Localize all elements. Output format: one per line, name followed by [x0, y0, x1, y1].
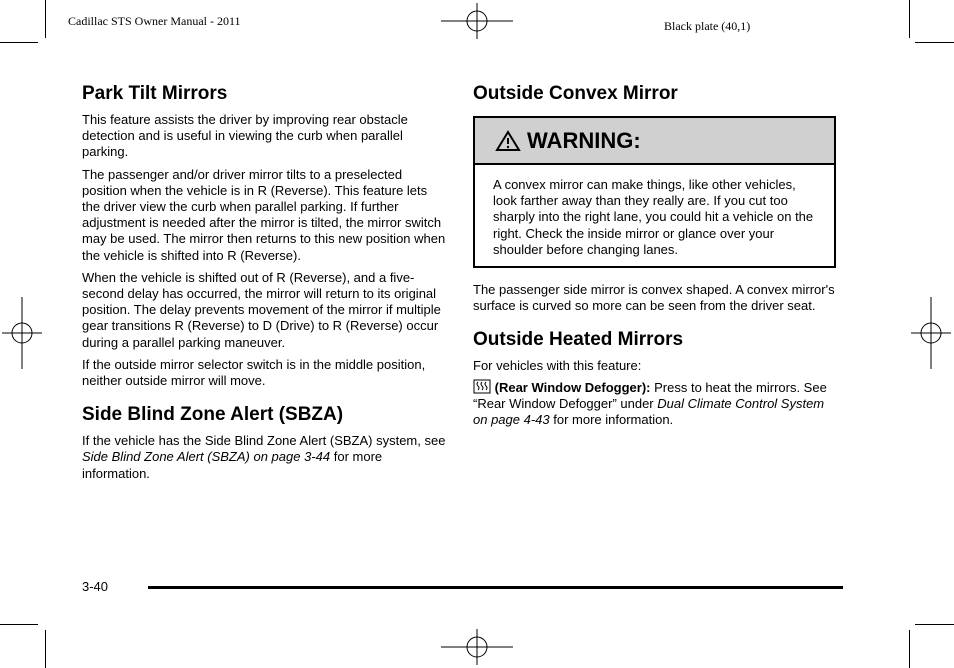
registration-mark-right — [911, 297, 951, 369]
crop-mark — [0, 624, 38, 625]
park-tilt-paragraph-3: When the vehicle is shifted out of R (Reverse), and a five-second delay has occurred, the mirror will return to its original position. The delay prevents movement of the mirror if multiple gear transitions R (Reverse) to D (Drive) to R (Reverse) occur during a parallel parking maneuver. — [82, 269, 441, 350]
warning-body — [475, 165, 834, 266]
right-column — [473, 82, 836, 434]
warning-triangle-icon — [495, 130, 521, 152]
header-plate-label: Black plate (40,1) — [664, 19, 751, 33]
warning-header — [475, 118, 834, 165]
park-tilt-heading: Park Tilt Mirrors — [82, 83, 228, 104]
heated-text: Press to heat the mirrors. See “Rear Window Defogger” under — [473, 379, 827, 411]
rear-defogger-icon — [473, 379, 491, 394]
heated-mirrors-heading: Outside Heated Mirrors — [473, 329, 684, 351]
heated-mirrors-paragraph — [473, 379, 836, 429]
registration-mark-left — [2, 297, 42, 369]
sbza-text: If the vehicle has the Side Blind Zone Alert (SBZA) system, see — [82, 433, 446, 449]
crop-mark — [909, 630, 910, 668]
sbza-heading: Side Blind Zone Alert (SBZA) — [82, 404, 344, 426]
heated-mirrors-intro: For vehicles with this feature: — [473, 358, 642, 374]
warning-box — [473, 116, 836, 268]
park-tilt-paragraph-2: The passenger and/or driver mirror tilts to a preselected position when the vehicle is in R (Reverse). This feature lets the driver view the curb when parallel parking. If further adjustment is needed after the mirror is tilted, the mirror switch may be used. The mirror then returns to this new position when the vehicle is shifted into R (Reverse). — [82, 166, 446, 263]
warning-text: A convex mirror can make things, like other vehicles, look farther away than they really are. If you cut too sharply into the right lane, you could hit a vehicle on the right. Check the inside mirror or glance over your shoulder before changing lanes. — [493, 177, 814, 257]
sbza-text-end: for more information. — [82, 449, 383, 481]
park-tilt-paragraph-4: If the outside mirror selector switch is in the middle position, neither outside mirror will move. — [82, 356, 426, 389]
crop-mark — [915, 624, 954, 625]
crop-mark — [45, 630, 46, 668]
registration-mark-top — [441, 3, 513, 39]
climate-control-page-reference-link[interactable]: Dual Climate Control System on page 4-43 — [473, 395, 825, 428]
footer-rule — [148, 586, 843, 589]
heated-text-end: for more information. — [549, 412, 674, 428]
header-manual-title: Cadillac STS Owner Manual - 2011 — [68, 14, 241, 28]
crop-mark — [0, 42, 38, 43]
crop-mark — [909, 0, 910, 38]
crop-mark — [45, 0, 46, 38]
crop-mark — [915, 42, 954, 43]
warning-label: WARNING: — [527, 127, 641, 153]
convex-mirror-paragraph: The passenger side mirror is convex shaped. A convex mirror's surface is curved so more can be seen from the driver seat. — [473, 282, 835, 314]
sbza-paragraph — [82, 433, 447, 482]
registration-mark-bottom — [441, 629, 513, 665]
sbza-page-reference-link[interactable]: Side Blind Zone Alert (SBZA) on page 3-44 — [82, 449, 331, 465]
defogger-label: (Rear Window Defogger): — [494, 379, 651, 395]
convex-mirror-heading: Outside Convex Mirror — [473, 83, 678, 104]
page-number: 3-40 — [82, 579, 109, 594]
park-tilt-paragraph-1: This feature assists the driver by improving rear obstacle detection and is useful in viewing the curb when parallel parking. — [82, 112, 408, 160]
left-column — [82, 82, 447, 488]
